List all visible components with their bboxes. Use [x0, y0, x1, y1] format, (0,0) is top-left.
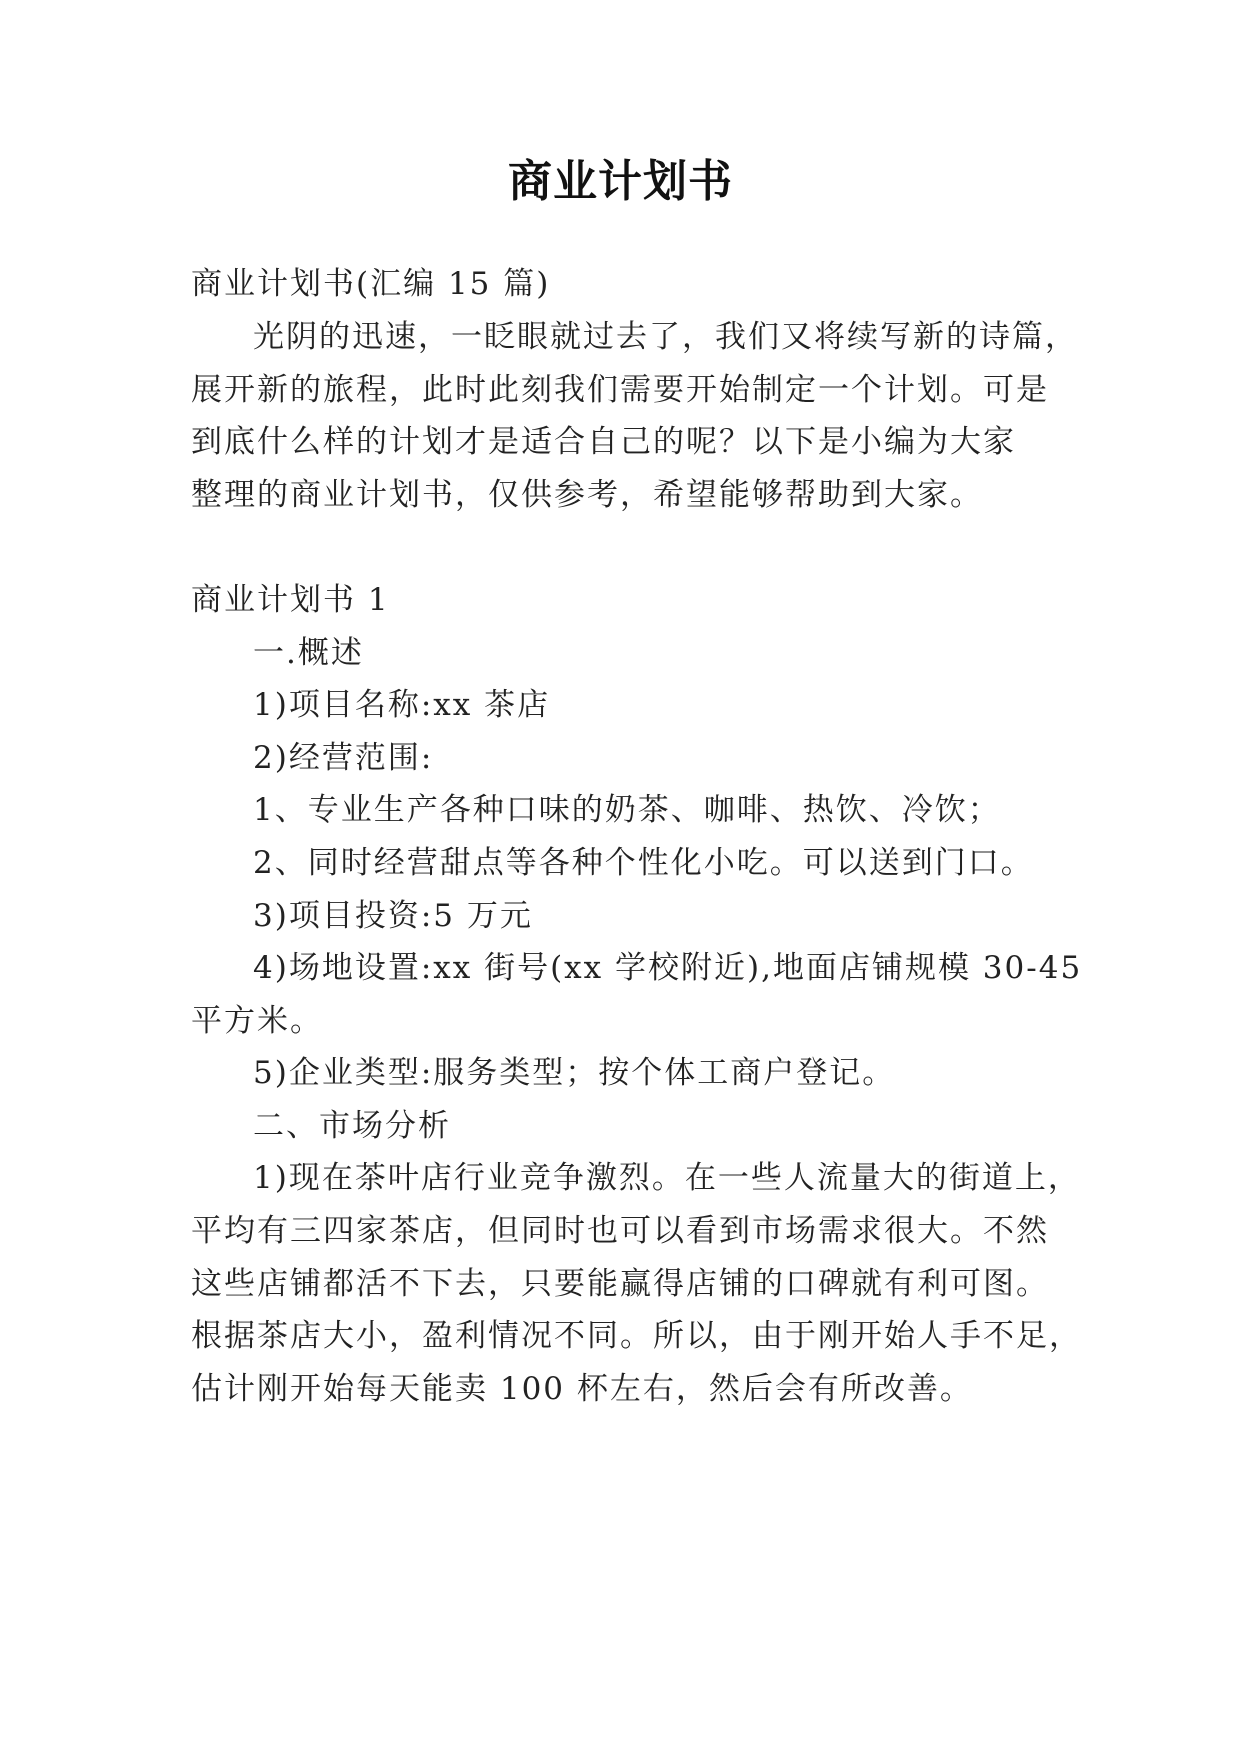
- business-scope-item: 2)经营范围:: [253, 740, 434, 776]
- site-item-line-2: 平方米。: [191, 1003, 323, 1039]
- intro-line-2: 展开新的旅程，此时此刻我们需要开始制定一个计划。可是: [191, 372, 1049, 408]
- market-line-1: 1)现在茶叶店行业竞争激烈。在一些人流量大的街道上，: [253, 1160, 1081, 1196]
- intro-line-3: 到底什么样的计划才是适合自己的呢？以下是小编为大家: [191, 424, 1016, 460]
- scope-line-1: 1、专业生产各种口味的奶茶、咖啡、热饮、冷饮；: [253, 792, 1001, 828]
- market-line-2: 平均有三四家茶店，但同时也可以看到市场需求很大。不然: [191, 1213, 1049, 1249]
- document-subtitle: 商业计划书(汇编 15 篇): [191, 266, 551, 302]
- scope-line-2: 2、同时经营甜点等各种个性化小吃。可以送到门口。: [253, 845, 1034, 881]
- section1-heading: 商业计划书 1: [191, 582, 390, 618]
- market-line-5: 估计刚开始每天能卖 100 杯左右，然后会有所改善。: [191, 1371, 973, 1407]
- investment-item: 3)项目投资:5 万元: [253, 898, 533, 934]
- intro-line-1: 光阴的迅速，一眨眼就过去了，我们又将续写新的诗篇，: [253, 319, 1078, 355]
- market-heading: 二、市场分析: [253, 1108, 451, 1144]
- market-line-3: 这些店铺都活不下去，只要能赢得店铺的口碑就有利可图。: [191, 1266, 1049, 1302]
- site-item-line-1: 4)场地设置:xx 街号(xx 学校附近),地面店铺规模 30-45: [253, 950, 1083, 986]
- document-title: 商业计划书: [508, 156, 733, 207]
- project-name-item: 1)项目名称:xx 茶店: [253, 687, 551, 723]
- enterprise-type-item: 5)企业类型:服务类型；按个体工商户登记。: [253, 1055, 896, 1091]
- overview-heading: 一.概述: [253, 635, 364, 671]
- intro-line-4: 整理的商业计划书，仅供参考，希望能够帮助到大家。: [191, 477, 983, 513]
- market-line-4: 根据茶店大小，盈利情况不同。所以，由于刚开始人手不足，: [191, 1318, 1082, 1354]
